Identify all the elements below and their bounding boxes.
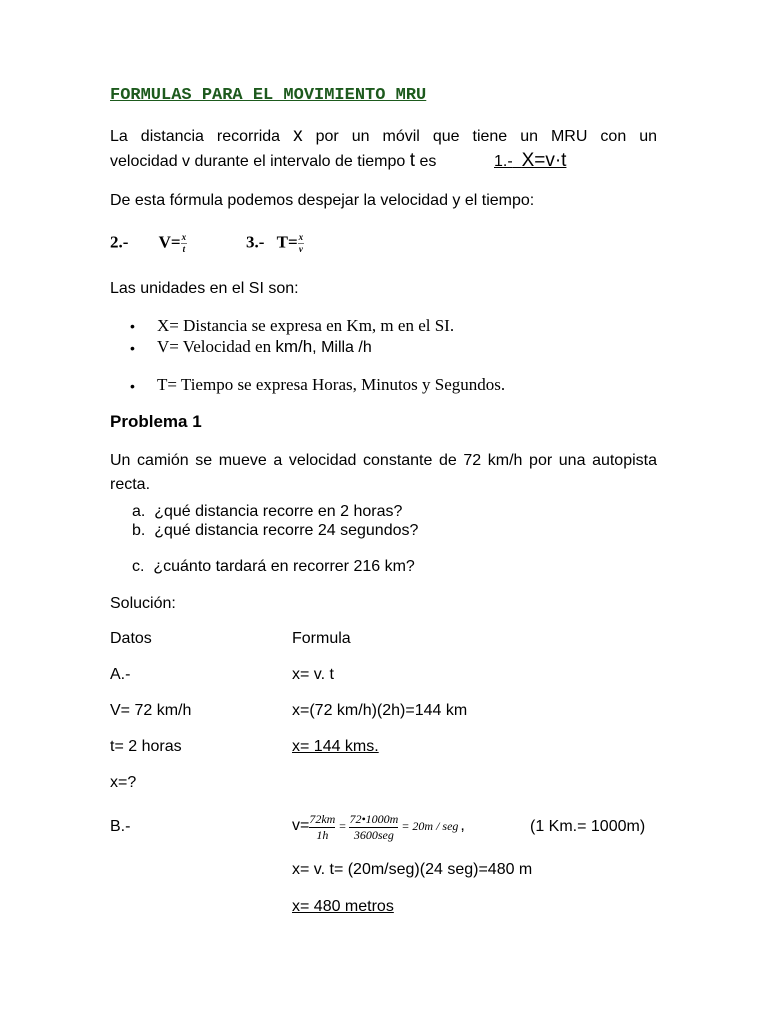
formula-2-label: 2.- [110,232,129,252]
part-b-line2: x= v. t= (20m/seg)(24 seg)=480 m [292,861,533,878]
datos-header: Datos [110,630,152,647]
intro-text: es [419,153,437,170]
row-a-right: x= v. t [292,666,334,683]
row-v-right: x=(72 km/h)(2h)=144 km [292,702,468,719]
formula-header: Formula [292,630,351,647]
intro-text: velocidad v durante el intervalo de tiempo [110,153,406,170]
unidades-intro: Las unidades en el SI son: [110,280,299,297]
row-x-left: x=? [110,774,137,791]
row-t-left: t= 2 horas [110,738,182,755]
intro-text: por un móvil que tiene un MRU con un [315,128,658,145]
bullet-velocidad: V= Velocidad en km/h, Milla /h [157,337,372,356]
variable-t: t [409,150,416,171]
despejar-text: De esta fórmula podemos despejar la velocidad y el tiempo: [110,192,535,209]
bullet-marker: • [130,340,135,356]
formula-2-fraction: $\frac{x}{t}$ [181,232,187,254]
formula-2 [110,232,187,255]
formula-1-expr: X=v·t [521,150,567,171]
formula-1-label: 1.- [494,153,513,170]
row-a-left: A.- [110,666,131,683]
solucion-label: Solución: [110,595,176,612]
problema-text: Un camión se mueve a velocidad constante de 72 km/h por una autopista recta. [110,452,657,493]
formula-1 [494,149,566,174]
document-title: FORMULAS PARA EL MOVIMIENTO MRU [110,86,427,105]
velocity-conversion: $\frac{72km}{1h}$ = 72•1000m 3600seg = 20m / seg [309,811,459,842]
formula-3-fraction: $\frac{x}{v}$ [298,232,304,254]
part-b-label: B.- [110,818,131,835]
conversion-note: (1 Km.= 1000m) [530,818,646,835]
row-t-right: x= 144 kms. [292,738,379,755]
part-b-equation: v= $\frac{72km}{1h}$ = 72•1000m 3600seg = 20m / seg , [292,806,465,846]
question-c: c. ¿cuánto tardará en recorrer 216 km? [132,558,415,575]
formula-3-lhs: T= [276,232,298,252]
bullet-tiempo: T= Tiempo se expresa Horas, Minutos y Segundos. [157,375,506,394]
question-b: b. ¿qué distancia recorre 24 segundos? [132,522,419,539]
formula-3 [246,232,304,255]
bullet-distancia: X= Distancia se expresa en Km, m en el SI. [157,316,455,335]
formula-3-label: 3.- [246,232,265,252]
bullet-marker: • [130,378,135,394]
part-b-result: x= 480 metros [292,898,394,915]
bullet-marker: • [130,318,135,334]
variable-x: x [293,125,303,146]
row-v-left: V= 72 km/h [110,702,192,719]
formula-2-lhs: V= [158,232,181,252]
problema-title: Problema 1 [110,412,202,431]
question-a: a. ¿qué distancia recorre en 2 horas? [132,503,403,520]
intro-paragraph [110,124,657,175]
intro-text: La distancia recorrida [110,128,281,145]
